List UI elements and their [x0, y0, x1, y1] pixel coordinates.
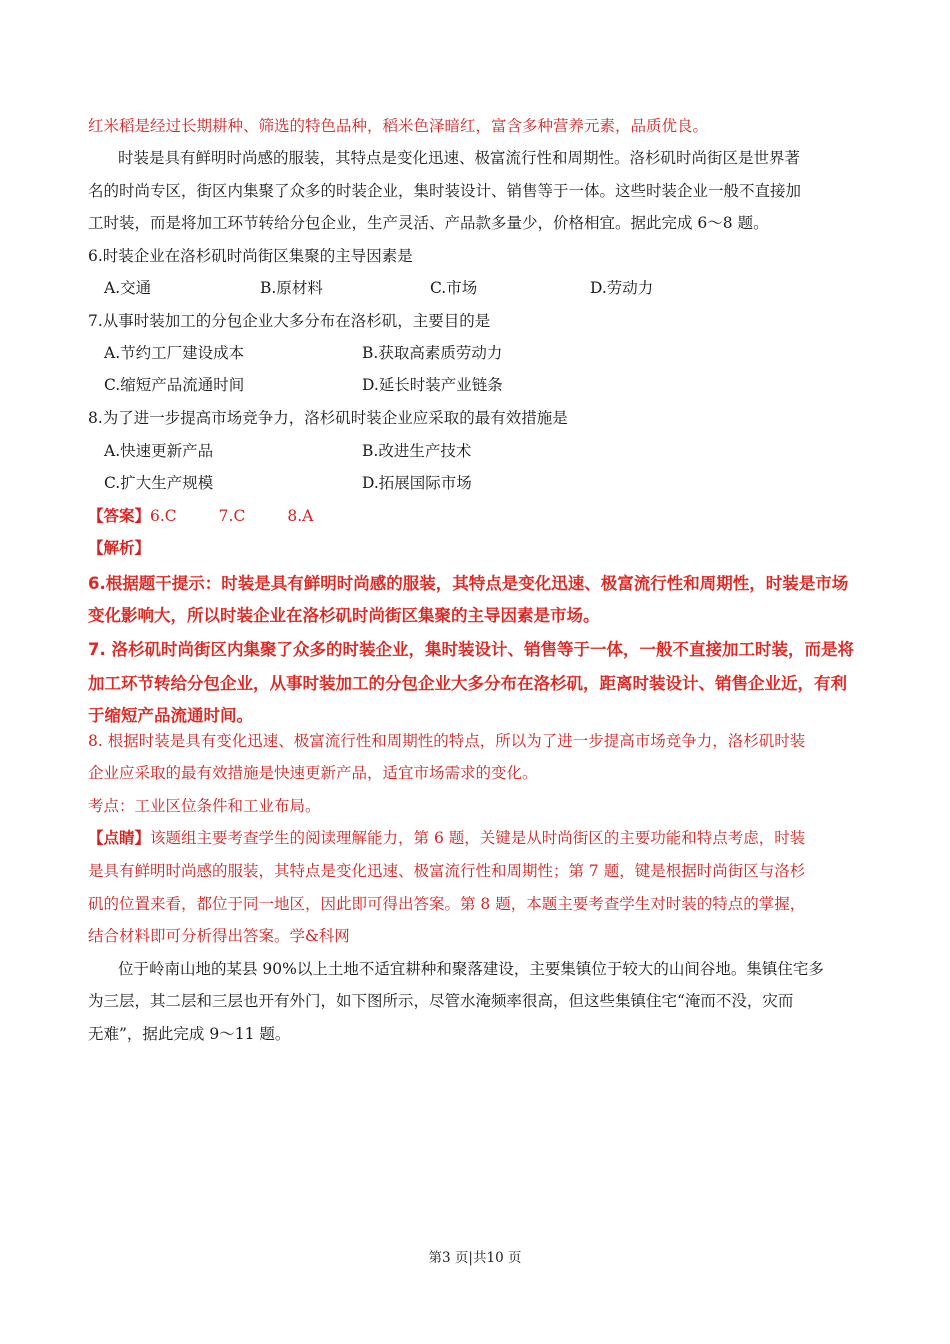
q6-option-b: B.原材料: [260, 279, 323, 297]
q6-option-c: C.市场: [430, 279, 478, 297]
q8-option-d: D.拓展国际市场: [362, 474, 472, 492]
q7-option-c: C.缩短产品流通时间: [104, 376, 245, 394]
analysis-label: 【解析】: [88, 538, 151, 557]
q8-stem: 8.为了进一步提高市场竞争力，洛杉矶时装企业应采取的最有效措施是: [88, 409, 568, 427]
answer-7: 7.C: [218, 507, 246, 525]
analysis-bold-line-5: 于缩短产品流通时间。: [88, 706, 253, 725]
q7-option-b: B.获取高素质劳动力: [362, 344, 503, 362]
answer-8: 8.A: [287, 507, 314, 525]
q8-option-a: A.快速更新产品: [104, 442, 214, 460]
q6-option-a: A.交通: [104, 279, 152, 297]
analysis-bold-line-1: 6.根据题干提示：时装是具有鲜明时尚感的服装，其特点是变化迅速、极富流行性和周期性，时装是市场: [88, 574, 849, 593]
passage1-line-2: 名的时尚专区，街区内集聚了众多的时装企业，集时装设计、销售等于一体。这些时装企业一般不直接加: [88, 182, 802, 200]
q8-option-b: B.改进生产技术: [362, 442, 472, 460]
analysis-bold-line-4: 加工环节转给分包企业，从事时装加工的分包企业大多分布在洛杉矶，距离时装设计、销售企业近，有利: [88, 674, 847, 693]
q7-stem: 7.从事时装加工的分包企业大多分布在洛杉矶，主要目的是: [88, 312, 491, 330]
answer-row: [88, 506, 313, 526]
answer-6: 6.C: [150, 507, 177, 525]
q7-option-a: A.节约工厂建设成本: [104, 344, 245, 362]
dianjing-line-3: 矶的位置来看，都位于同一地区，因此即可得出答案。第 8 题，本题主要考查学生对时装的特点的掌握，: [88, 895, 806, 913]
passage2-line-3: 无难”，据此完成 9～11 题。: [88, 1025, 291, 1043]
page-footer: 第3 页|共10 页: [428, 1250, 522, 1266]
passage1-line-3: 工时装，而是将加工环节转给分包企业，生产灵活、产品款多量少，价格相宜。据此完成 6～8 题。: [88, 214, 769, 232]
q7-option-d: D.延长时装产业链条: [362, 376, 503, 394]
analysis-red-line-1: 8. 根据时装是具有变化迅速、极富流行性和周期性的特点，所以为了进一步提高市场竞争力，洛杉矶时装: [88, 732, 806, 750]
passage2-line-2: 为三层，其二层和三层也开有外门，如下图所示，尽管水淹频率很高，但这些集镇住宅“淹而不没，灾而: [88, 992, 794, 1010]
passage1-line-1: 时装是具有鲜明时尚感的服装，其特点是变化迅速、极富流行性和周期性。洛杉矶时尚街区是世界著: [118, 149, 801, 167]
q6-option-d: D.劳动力: [590, 279, 654, 297]
passage2-line-1: 位于岭南山地的某县 90%以上土地不适宜耕种和聚落建设，主要集镇位于较大的山间谷地。集镇住宅多: [118, 960, 824, 978]
dianjing-label: 【点睛】: [88, 828, 151, 847]
answer-label: 【答案】: [88, 506, 151, 525]
analysis-red-line-2: 企业应采取的最有效措施是快速更新产品，适宜市场需求的变化。: [88, 764, 538, 782]
intro-red-text: 红米稻是经过长期耕种、筛选的特色品种，稻米色泽暗红，富含多种营养元素，品质优良。: [88, 117, 709, 135]
analysis-bold-line-3: 7. 洛杉矶时尚街区内集聚了众多的时装企业，集时装设计、销售等于一体，一般不直接加工时装，而是将: [88, 640, 854, 659]
dianjing-line-4: 结合材料即可分析得出答案。学&科网: [88, 927, 350, 945]
q6-stem: 6.时装企业在洛杉矶时尚街区集聚的主导因素是: [88, 247, 413, 265]
dianjing-line-1: 【点睛】该题组主要考查学生的阅读理解能力，第 6 题，关键是从时尚街区的主要功能和特点考虑，时装: [88, 828, 806, 847]
dianjing-line-2: 是具有鲜明时尚感的服装，其特点是变化迅速、极富流行性和周期性；第 7 题，键是根据时尚街区与洛杉: [88, 862, 806, 880]
q8-option-c: C.扩大生产规模: [104, 474, 214, 492]
kaodian-text: 考点：工业区位条件和工业布局。: [88, 797, 321, 815]
analysis-bold-line-2: 变化影响大，所以时装企业在洛杉矶时尚街区集聚的主导因素是市场。: [88, 606, 600, 625]
